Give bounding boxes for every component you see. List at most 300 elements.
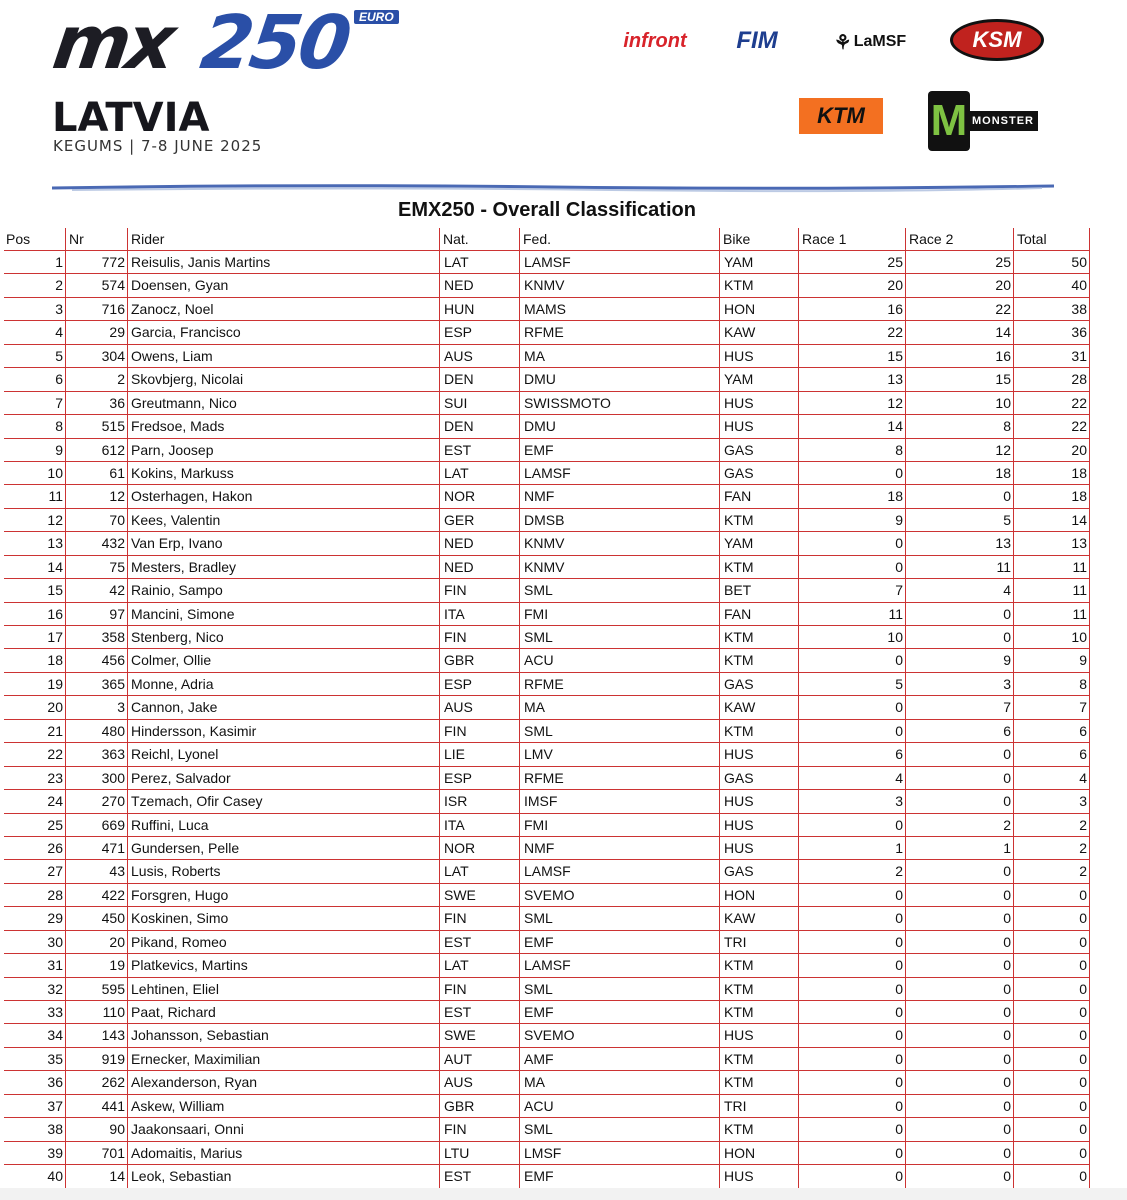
cell-pos: 23: [4, 767, 66, 789]
cell-total: 10: [1014, 626, 1090, 648]
cell-total: 2: [1014, 814, 1090, 836]
cell-fed: SML: [520, 978, 720, 1000]
cell-total: 0: [1014, 954, 1090, 976]
cell-nr: 75: [66, 556, 128, 578]
cell-nr: 515: [66, 415, 128, 437]
cell-fed: NMF: [520, 485, 720, 507]
cell-pos: 9: [4, 439, 66, 461]
cell-total: 11: [1014, 579, 1090, 601]
cell-pos: 36: [4, 1071, 66, 1093]
cell-race2: 0: [906, 485, 1014, 507]
cell-fed: DMU: [520, 368, 720, 390]
cell-pos: 26: [4, 837, 66, 859]
cell-race1: 0: [799, 696, 906, 718]
cell-total: 0: [1014, 1142, 1090, 1164]
col-header-race1: Race 1: [799, 228, 906, 250]
cell-nat: DEN: [440, 368, 520, 390]
cell-race2: 22: [906, 298, 1014, 320]
cell-race2: 8: [906, 415, 1014, 437]
cell-fed: LAMSF: [520, 462, 720, 484]
cell-fed: LAMSF: [520, 860, 720, 882]
cell-bike: HUS: [720, 1024, 799, 1046]
cell-rider: Osterhagen, Hakon: [128, 485, 440, 507]
table-row: [4, 954, 1090, 977]
cell-rider: Kokins, Markuss: [128, 462, 440, 484]
results-table: [4, 228, 1090, 1189]
cell-race2: 18: [906, 462, 1014, 484]
cell-total: 40: [1014, 274, 1090, 296]
cell-race1: 1: [799, 837, 906, 859]
cell-pos: 7: [4, 392, 66, 414]
cell-race1: 0: [799, 649, 906, 671]
cell-nr: 14: [66, 1165, 128, 1187]
cell-pos: 25: [4, 814, 66, 836]
cell-rider: Parn, Joosep: [128, 439, 440, 461]
cell-nat: ITA: [440, 603, 520, 625]
table-row: [4, 321, 1090, 344]
table-row: [4, 392, 1090, 415]
cell-pos: 15: [4, 579, 66, 601]
cell-race2: 9: [906, 649, 1014, 671]
cell-fed: SVEMO: [520, 884, 720, 906]
cell-race2: 0: [906, 1095, 1014, 1117]
col-header-fed: Fed.: [520, 228, 720, 250]
cell-bike: KTM: [720, 978, 799, 1000]
cell-pos: 31: [4, 954, 66, 976]
table-header-row: [4, 228, 1090, 251]
cell-race1: 0: [799, 978, 906, 1000]
cell-total: 0: [1014, 931, 1090, 953]
cell-race2: 0: [906, 626, 1014, 648]
cell-pos: 20: [4, 696, 66, 718]
cell-total: 22: [1014, 415, 1090, 437]
cell-nr: 772: [66, 251, 128, 273]
cell-total: 0: [1014, 907, 1090, 929]
cell-rider: Cannon, Jake: [128, 696, 440, 718]
cell-race1: 0: [799, 1118, 906, 1140]
cell-bike: HUS: [720, 392, 799, 414]
motorbike-icon: ⚘: [833, 31, 852, 54]
cell-nat: EST: [440, 1001, 520, 1023]
cell-rider: Adomaitis, Marius: [128, 1142, 440, 1164]
cell-nr: 612: [66, 439, 128, 461]
cell-rider: Leok, Sebastian: [128, 1165, 440, 1187]
cell-nat: AUS: [440, 1071, 520, 1093]
cell-total: 36: [1014, 321, 1090, 343]
cell-nat: FIN: [440, 907, 520, 929]
cell-rider: Reichl, Lyonel: [128, 743, 440, 765]
cell-bike: FAN: [720, 603, 799, 625]
cell-nr: 3: [66, 696, 128, 718]
cell-fed: MA: [520, 696, 720, 718]
cell-race1: 0: [799, 1048, 906, 1070]
cell-nr: 669: [66, 814, 128, 836]
cell-nr: 270: [66, 790, 128, 812]
table-row: [4, 1095, 1090, 1118]
cell-rider: Doensen, Gyan: [128, 274, 440, 296]
cell-bike: KTM: [720, 649, 799, 671]
table-row: [4, 696, 1090, 719]
table-row: [4, 415, 1090, 438]
cell-fed: KNMV: [520, 556, 720, 578]
cell-total: 7: [1014, 696, 1090, 718]
cell-total: 0: [1014, 884, 1090, 906]
event-place-date: KEGUMS | 7-8 JUNE 2025: [53, 137, 263, 155]
cell-race2: 0: [906, 743, 1014, 765]
cell-race1: 8: [799, 439, 906, 461]
cell-race2: 16: [906, 345, 1014, 367]
cell-race2: 0: [906, 1048, 1014, 1070]
table-row: [4, 767, 1090, 790]
cell-fed: FMI: [520, 603, 720, 625]
cell-rider: Owens, Liam: [128, 345, 440, 367]
cell-rider: Van Erp, Ivano: [128, 532, 440, 554]
table-row: [4, 251, 1090, 274]
cell-total: 14: [1014, 509, 1090, 531]
cell-race1: 3: [799, 790, 906, 812]
cell-rider: Tzemach, Ofir Casey: [128, 790, 440, 812]
cell-nr: 29: [66, 321, 128, 343]
cell-total: 13: [1014, 532, 1090, 554]
fim-europe-logo: FIM: [736, 27, 778, 54]
cell-total: 6: [1014, 743, 1090, 765]
cell-nat: NED: [440, 274, 520, 296]
cell-pos: 29: [4, 907, 66, 929]
cell-nat: DEN: [440, 415, 520, 437]
table-row: [4, 368, 1090, 391]
col-header-bike: Bike: [720, 228, 799, 250]
cell-nat: SWE: [440, 1024, 520, 1046]
cell-race2: 0: [906, 767, 1014, 789]
cell-nr: 42: [66, 579, 128, 601]
cell-total: 20: [1014, 439, 1090, 461]
cell-fed: LMV: [520, 743, 720, 765]
cell-race2: 3: [906, 673, 1014, 695]
cell-race1: 0: [799, 954, 906, 976]
table-row: [4, 1165, 1090, 1188]
cell-race1: 0: [799, 1095, 906, 1117]
cell-total: 18: [1014, 462, 1090, 484]
cell-nat: LAT: [440, 860, 520, 882]
cell-rider: Forsgren, Hugo: [128, 884, 440, 906]
cell-fed: KNMV: [520, 274, 720, 296]
cell-race1: 0: [799, 1165, 906, 1187]
cell-rider: Lusis, Roberts: [128, 860, 440, 882]
cell-bike: KTM: [720, 626, 799, 648]
table-row: [4, 860, 1090, 883]
cell-race1: 10: [799, 626, 906, 648]
cell-nat: AUS: [440, 345, 520, 367]
cell-bike: KAW: [720, 907, 799, 929]
cell-bike: FAN: [720, 485, 799, 507]
cell-pos: 35: [4, 1048, 66, 1070]
cell-race1: 14: [799, 415, 906, 437]
cell-race1: 0: [799, 720, 906, 742]
cell-race1: 5: [799, 673, 906, 695]
cell-pos: 16: [4, 603, 66, 625]
table-row: [4, 532, 1090, 555]
lamsf-logo-text: LaMSF: [853, 33, 907, 50]
cell-race2: 0: [906, 884, 1014, 906]
table-row: [4, 743, 1090, 766]
cell-race2: 1: [906, 837, 1014, 859]
col-header-total: Total: [1014, 228, 1090, 250]
cell-race1: 9: [799, 509, 906, 531]
ksm-logo: KSM: [950, 19, 1044, 61]
cell-rider: Hindersson, Kasimir: [128, 720, 440, 742]
cell-nr: 304: [66, 345, 128, 367]
cell-race1: 2: [799, 860, 906, 882]
cell-bike: KTM: [720, 509, 799, 531]
cell-fed: DMU: [520, 415, 720, 437]
cell-rider: Ernecker, Maximilian: [128, 1048, 440, 1070]
cell-nat: GBR: [440, 649, 520, 671]
cell-fed: LAMSF: [520, 251, 720, 273]
cell-nat: ESP: [440, 673, 520, 695]
cell-rider: Fredsoe, Mads: [128, 415, 440, 437]
cell-nr: 441: [66, 1095, 128, 1117]
cell-nr: 358: [66, 626, 128, 648]
cell-race1: 4: [799, 767, 906, 789]
cell-race1: 0: [799, 1071, 906, 1093]
cell-nr: 110: [66, 1001, 128, 1023]
cell-bike: YAM: [720, 251, 799, 273]
cell-race1: 0: [799, 1142, 906, 1164]
cell-pos: 2: [4, 274, 66, 296]
cell-nr: 716: [66, 298, 128, 320]
monster-energy-logo: [924, 90, 1042, 152]
cell-nat: LTU: [440, 1142, 520, 1164]
cell-nat: LAT: [440, 462, 520, 484]
cell-total: 11: [1014, 603, 1090, 625]
logo-250-text: 250: [195, 0, 354, 86]
cell-rider: Alexanderson, Ryan: [128, 1071, 440, 1093]
cell-nr: 701: [66, 1142, 128, 1164]
cell-pos: 10: [4, 462, 66, 484]
cell-race2: 5: [906, 509, 1014, 531]
cell-fed: MA: [520, 1071, 720, 1093]
table-row: [4, 837, 1090, 860]
cell-race1: 13: [799, 368, 906, 390]
cell-bike: TRI: [720, 1095, 799, 1117]
cell-race1: 11: [799, 603, 906, 625]
cell-bike: HUS: [720, 415, 799, 437]
cell-bike: KAW: [720, 321, 799, 343]
cell-race2: 25: [906, 251, 1014, 273]
cell-pos: 21: [4, 720, 66, 742]
cell-total: 0: [1014, 1071, 1090, 1093]
cell-rider: Platkevics, Martins: [128, 954, 440, 976]
cell-rider: Koskinen, Simo: [128, 907, 440, 929]
cell-race2: 15: [906, 368, 1014, 390]
cell-bike: HUS: [720, 345, 799, 367]
cell-nr: 919: [66, 1048, 128, 1070]
cell-nat: FIN: [440, 978, 520, 1000]
cell-race2: 0: [906, 1071, 1014, 1093]
cell-rider: Reisulis, Janis Martins: [128, 251, 440, 273]
table-body: [4, 251, 1090, 1189]
cell-race1: 12: [799, 392, 906, 414]
cell-pos: 4: [4, 321, 66, 343]
cell-fed: AMF: [520, 1048, 720, 1070]
table-row: [4, 509, 1090, 532]
cell-bike: HON: [720, 298, 799, 320]
ktm-logo: KTM: [799, 98, 883, 134]
cell-nat: SWE: [440, 884, 520, 906]
cell-nr: 471: [66, 837, 128, 859]
cell-fed: IMSF: [520, 790, 720, 812]
cell-rider: Johansson, Sebastian: [128, 1024, 440, 1046]
cell-nr: 90: [66, 1118, 128, 1140]
cell-race2: 0: [906, 954, 1014, 976]
cell-race2: 0: [906, 907, 1014, 929]
cell-total: 0: [1014, 1001, 1090, 1023]
cell-total: 9: [1014, 649, 1090, 671]
cell-total: 4: [1014, 767, 1090, 789]
cell-bike: YAM: [720, 532, 799, 554]
cell-rider: Kees, Valentin: [128, 509, 440, 531]
cell-nat: LAT: [440, 954, 520, 976]
cell-rider: Zanocz, Noel: [128, 298, 440, 320]
cell-nat: HUN: [440, 298, 520, 320]
cell-nr: 363: [66, 743, 128, 765]
cell-fed: RFME: [520, 673, 720, 695]
cell-race2: 13: [906, 532, 1014, 554]
table-row: [4, 556, 1090, 579]
cell-bike: KTM: [720, 274, 799, 296]
cell-race1: 15: [799, 345, 906, 367]
cell-race2: 0: [906, 1118, 1014, 1140]
cell-nat: EST: [440, 931, 520, 953]
cell-pos: 18: [4, 649, 66, 671]
cell-pos: 5: [4, 345, 66, 367]
cell-rider: Mesters, Bradley: [128, 556, 440, 578]
lamsf-logo: [826, 28, 914, 56]
cell-nr: 12: [66, 485, 128, 507]
cell-nat: FIN: [440, 1118, 520, 1140]
col-header-nr: Nr: [66, 228, 128, 250]
cell-race2: 20: [906, 274, 1014, 296]
cell-fed: SML: [520, 720, 720, 742]
cell-race2: 0: [906, 1024, 1014, 1046]
cell-pos: 19: [4, 673, 66, 695]
cell-nr: 456: [66, 649, 128, 671]
cell-rider: Paat, Richard: [128, 1001, 440, 1023]
cell-rider: Monne, Adria: [128, 673, 440, 695]
cell-nat: NOR: [440, 837, 520, 859]
cell-nr: 19: [66, 954, 128, 976]
cell-pos: 8: [4, 415, 66, 437]
cell-race1: 6: [799, 743, 906, 765]
cell-fed: SWISSMOTO: [520, 392, 720, 414]
cell-total: 0: [1014, 1095, 1090, 1117]
cell-pos: 13: [4, 532, 66, 554]
cell-fed: EMF: [520, 439, 720, 461]
table-row: [4, 649, 1090, 672]
cell-nat: LIE: [440, 743, 520, 765]
cell-bike: BET: [720, 579, 799, 601]
cell-bike: KTM: [720, 954, 799, 976]
table-row: [4, 298, 1090, 321]
table-row: [4, 1142, 1090, 1165]
cell-pos: 34: [4, 1024, 66, 1046]
cell-rider: Jaakonsaari, Onni: [128, 1118, 440, 1140]
logo-mx-text: mx: [47, 0, 177, 86]
cell-race1: 18: [799, 485, 906, 507]
cell-nr: 36: [66, 392, 128, 414]
cell-rider: Greutmann, Nico: [128, 392, 440, 414]
cell-nr: 43: [66, 860, 128, 882]
cell-race1: 7: [799, 579, 906, 601]
cell-fed: SML: [520, 579, 720, 601]
cell-total: 0: [1014, 1118, 1090, 1140]
logo-euro-badge: EURO: [354, 10, 399, 24]
table-row: [4, 462, 1090, 485]
monster-logo-text: MONSTER: [968, 111, 1038, 131]
event-country: LATVIA: [52, 95, 210, 141]
cell-rider: Gundersen, Pelle: [128, 837, 440, 859]
cell-race2: 12: [906, 439, 1014, 461]
cell-race2: 0: [906, 603, 1014, 625]
cell-nat: FIN: [440, 579, 520, 601]
cell-total: 2: [1014, 837, 1090, 859]
cell-race2: 0: [906, 1142, 1014, 1164]
cell-rider: Askew, William: [128, 1095, 440, 1117]
cell-nr: 365: [66, 673, 128, 695]
cell-pos: 40: [4, 1165, 66, 1187]
table-row: [4, 1048, 1090, 1071]
cell-race2: 4: [906, 579, 1014, 601]
cell-fed: SML: [520, 907, 720, 929]
cell-bike: KTM: [720, 720, 799, 742]
cell-fed: RFME: [520, 767, 720, 789]
cell-fed: LAMSF: [520, 954, 720, 976]
cell-total: 18: [1014, 485, 1090, 507]
col-header-rider: Rider: [128, 228, 440, 250]
cell-nat: NED: [440, 532, 520, 554]
cell-pos: 22: [4, 743, 66, 765]
infront-logo: infront: [623, 29, 687, 52]
cell-pos: 39: [4, 1142, 66, 1164]
page-bottom-strip: [0, 1188, 1127, 1200]
cell-nr: 2: [66, 368, 128, 390]
cell-race2: 10: [906, 392, 1014, 414]
cell-nat: GBR: [440, 1095, 520, 1117]
cell-race1: 0: [799, 884, 906, 906]
header-swoosh-divider: [52, 182, 1054, 194]
cell-race1: 0: [799, 462, 906, 484]
cell-bike: HUS: [720, 1165, 799, 1187]
cell-nat: ESP: [440, 321, 520, 343]
cell-pos: 12: [4, 509, 66, 531]
cell-bike: HUS: [720, 743, 799, 765]
cell-nr: 262: [66, 1071, 128, 1093]
cell-nat: ISR: [440, 790, 520, 812]
cell-bike: HUS: [720, 837, 799, 859]
cell-nat: NOR: [440, 485, 520, 507]
cell-total: 0: [1014, 1165, 1090, 1187]
cell-nr: 70: [66, 509, 128, 531]
cell-pos: 3: [4, 298, 66, 320]
cell-race2: 11: [906, 556, 1014, 578]
cell-pos: 24: [4, 790, 66, 812]
cell-fed: SVEMO: [520, 1024, 720, 1046]
cell-nr: 97: [66, 603, 128, 625]
cell-total: 31: [1014, 345, 1090, 367]
cell-pos: 38: [4, 1118, 66, 1140]
cell-rider: Colmer, Ollie: [128, 649, 440, 671]
cell-nat: FIN: [440, 720, 520, 742]
